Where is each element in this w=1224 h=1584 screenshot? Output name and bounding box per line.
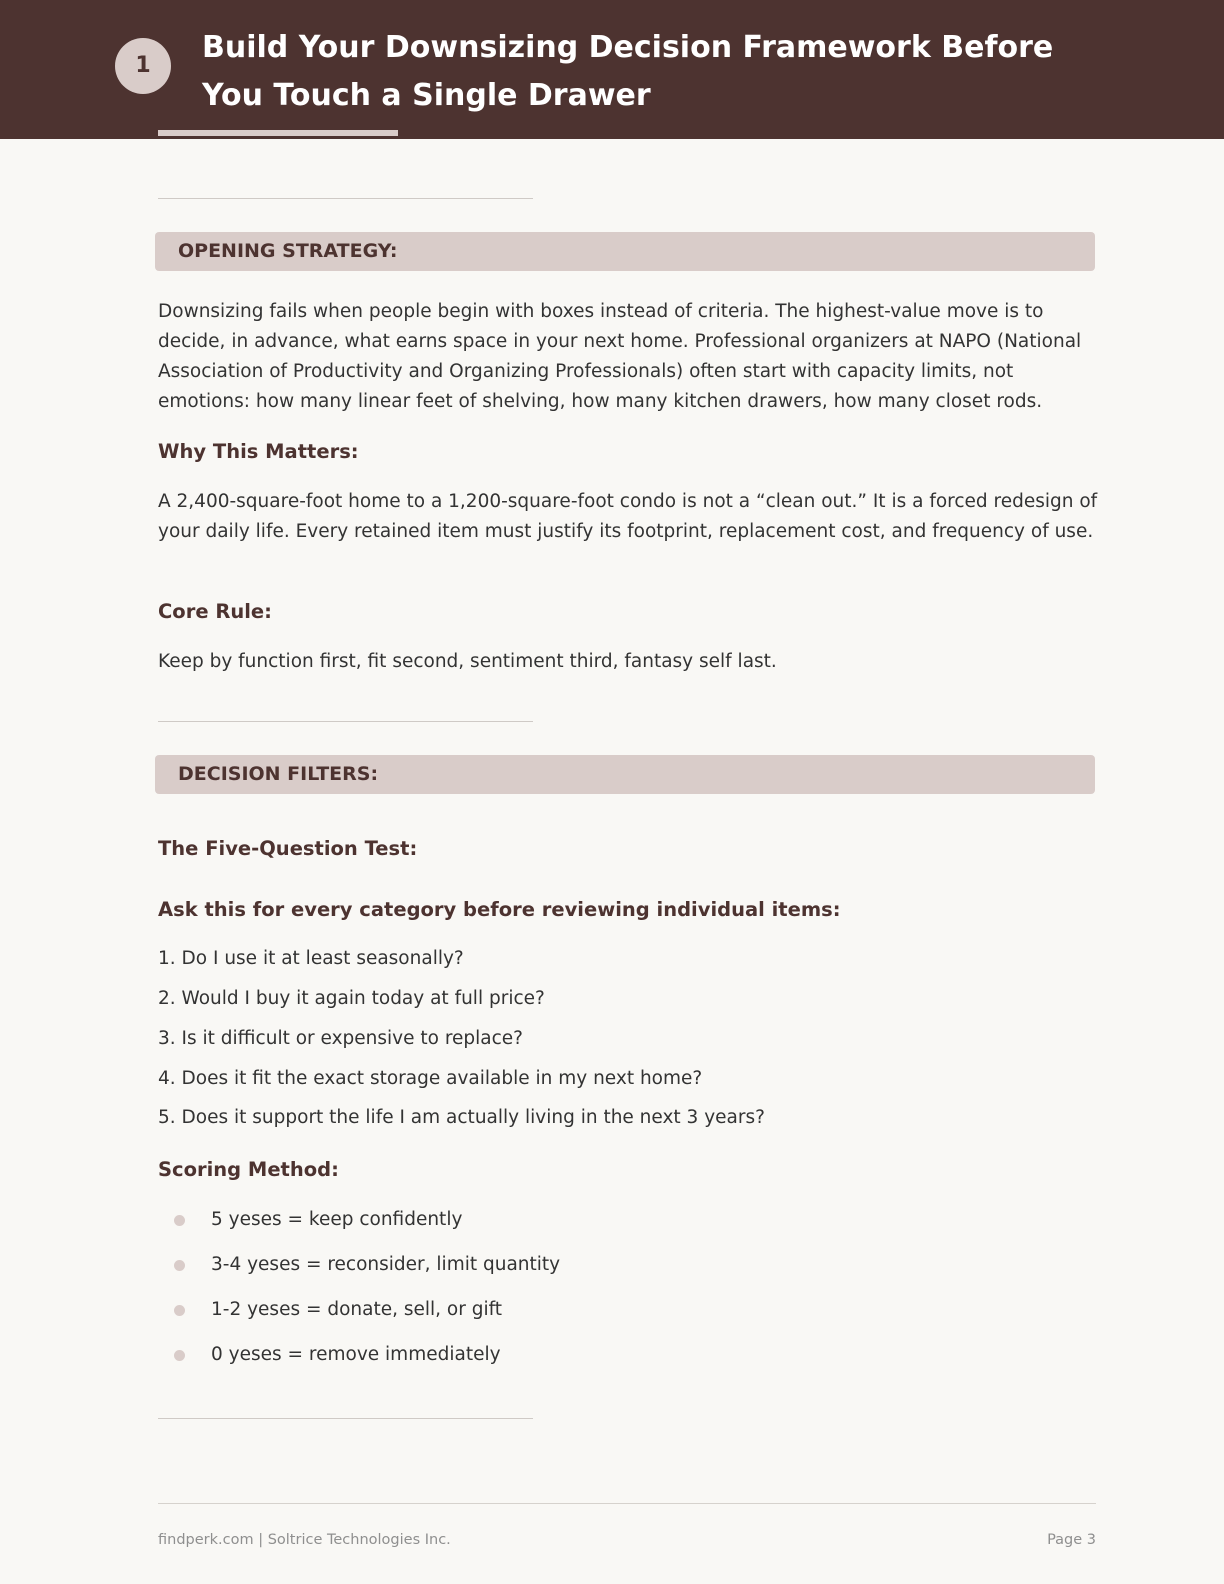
scoring-item-text: 3-4 yeses = reconsider, limit quantity [211, 1254, 561, 1275]
why-this-matters-text: A 2,400-square-foot home to a 1,200-square-foot condo is not a “clean out.” It is a forced redesign of your daily life. Every retained item must justify its footprint, replacement cost, and frequency of use. [158, 491, 1098, 542]
five-question-test-heading: The Five-Question Test: [158, 837, 418, 860]
bullet-dot-icon [174, 1260, 185, 1271]
opening-strategy-intro: Downsizing fails when people begin with boxes instead of criteria. The highest-value move is to decide, in advance, what earns space in your next home. Professional organizers at NAPO (National Association of Productivity and Organizing Professionals) often start with capacity limits, not emotions: how many linear feet of shelving, how many kitchen drawers, how many closet rods. [158, 301, 1082, 412]
core-rule-text: Keep by function first, fit second, sentiment third, fantasy self last. [158, 651, 777, 672]
core-rule-heading: Core Rule: [158, 600, 272, 623]
why-this-matters-heading: Why This Matters: [158, 440, 359, 463]
opening-strategy-heading: OPENING STRATEGY: [155, 232, 1095, 271]
bullet-dot-icon [174, 1305, 185, 1316]
section-divider [158, 1418, 533, 1419]
chapter-title: Build Your Downsizing Decision Framework Before You Touch a Single Drawer [202, 30, 1054, 113]
section-divider [158, 721, 533, 722]
question-item: 2. Would I buy it again today at full price? [158, 988, 545, 1009]
scoring-item-text: 5 yeses = keep confidently [211, 1209, 463, 1230]
question-item: 4. Does it fit the exact storage available in my next home? [158, 1068, 703, 1089]
footer-rule [158, 1503, 1096, 1504]
chapter-header [0, 0, 1224, 139]
chapter-number-badge: 1 [115, 38, 171, 94]
footer-site-credit: findperk.com | Soltrice Technologies Inc. [158, 1532, 451, 1548]
title-underline [158, 130, 398, 136]
page-number: Page 3 [1047, 1532, 1096, 1548]
question-item: 5. Does it support the life I am actually living in the next 3 years? [158, 1107, 765, 1128]
bullet-dot-icon [174, 1215, 185, 1226]
scoring-item-text: 0 yeses = remove immediately [211, 1344, 501, 1365]
question-item: 3. Is it difficult or expensive to replace? [158, 1028, 523, 1049]
decision-filters-heading: DECISION FILTERS: [155, 755, 1095, 794]
question-item: 1. Do I use it at least seasonally? [158, 948, 464, 969]
ask-every-category-heading: Ask this for every category before reviewing individual items: [158, 898, 841, 921]
scoring-item-text: 1-2 yeses = donate, sell, or gift [211, 1299, 503, 1320]
scoring-method-heading: Scoring Method: [158, 1158, 339, 1181]
section-divider [158, 198, 533, 199]
bullet-dot-icon [174, 1350, 185, 1361]
